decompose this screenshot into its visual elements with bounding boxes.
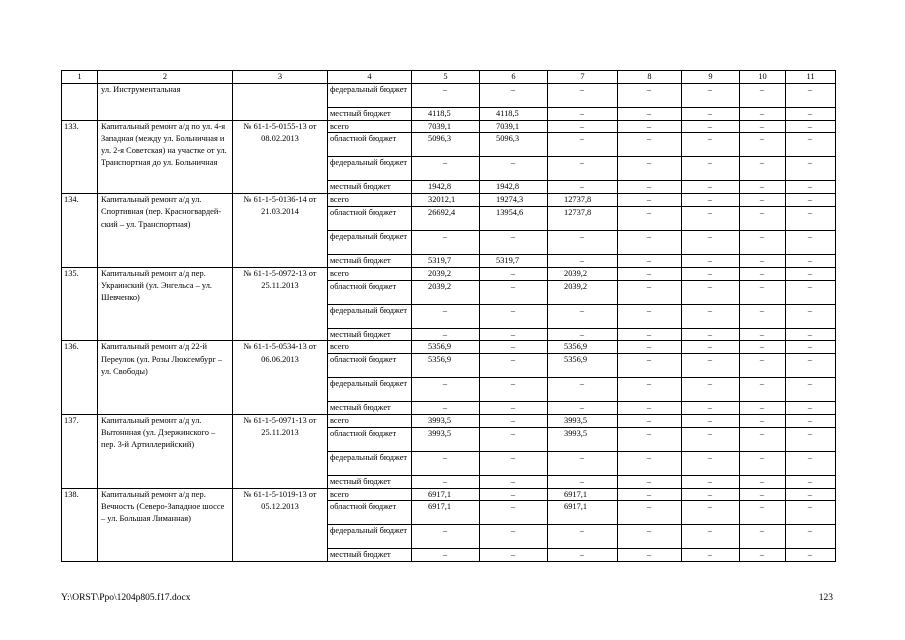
value-cell: 6917,1 [548, 501, 618, 525]
value-cell: – [480, 83, 548, 107]
value-cell: – [786, 194, 836, 207]
value-cell: – [786, 488, 836, 501]
value-cell: – [682, 475, 740, 488]
value-cell: – [618, 280, 682, 304]
value-cell: – [412, 378, 480, 402]
value-cell: – [682, 254, 740, 267]
value-cell: – [618, 354, 682, 378]
header-cell: 1 [62, 71, 98, 84]
value-cell: 32012,1 [412, 194, 480, 207]
value-cell: – [740, 120, 786, 133]
object-name: Капитальный ремонт а/д ул. Вытоннная (ул. Дзержинского – пер. 3-й Артиллерийский) [98, 414, 233, 488]
value-cell: – [740, 267, 786, 280]
value-cell: – [548, 402, 618, 415]
header-cell: 9 [682, 71, 740, 84]
value-cell: 5096,3 [412, 133, 480, 157]
value-cell: – [618, 83, 682, 107]
value-cell: – [740, 254, 786, 267]
value-cell: – [740, 328, 786, 341]
value-cell: – [548, 378, 618, 402]
header-cell: 11 [786, 71, 836, 84]
funding-source-label: всего [328, 341, 412, 354]
value-cell: 2039,2 [548, 280, 618, 304]
funding-source-label: местный бюджет [328, 402, 412, 415]
value-cell: – [548, 525, 618, 549]
value-cell: – [682, 451, 740, 475]
funding-source-label: всего [328, 120, 412, 133]
value-cell: – [682, 525, 740, 549]
value-cell: – [786, 83, 836, 107]
funding-source-label: местный бюджет [328, 328, 412, 341]
value-cell: – [786, 280, 836, 304]
funding-source-label: федеральный бюджет [328, 157, 412, 181]
value-cell: – [412, 525, 480, 549]
row-number [62, 83, 98, 120]
value-cell: – [682, 181, 740, 194]
value-cell: – [618, 120, 682, 133]
value-cell: 26692,4 [412, 206, 480, 230]
value-cell: – [548, 181, 618, 194]
value-cell: 2039,2 [412, 267, 480, 280]
value-cell: 1942,8 [480, 181, 548, 194]
header-cell: 7 [548, 71, 618, 84]
value-cell: – [618, 157, 682, 181]
value-cell: – [786, 501, 836, 525]
value-cell: – [480, 402, 548, 415]
expert-conclusion [233, 83, 328, 120]
value-cell: – [740, 475, 786, 488]
value-cell: – [548, 254, 618, 267]
value-cell: – [682, 354, 740, 378]
value-cell: – [480, 280, 548, 304]
funding-source-label: всего [328, 267, 412, 280]
header-cell: 2 [98, 71, 233, 84]
funding-source-label: федеральный бюджет [328, 525, 412, 549]
value-cell: – [740, 194, 786, 207]
value-cell: – [548, 107, 618, 120]
value-cell: – [618, 230, 682, 254]
value-cell: – [480, 230, 548, 254]
value-cell: – [786, 341, 836, 354]
expert-conclusion: № 61-1-5-0971-13 от 25.11.2013 [233, 414, 328, 488]
value-cell: – [682, 549, 740, 562]
value-cell: – [786, 475, 836, 488]
funding-source-label: всего [328, 488, 412, 501]
value-cell: – [786, 120, 836, 133]
value-cell: – [786, 107, 836, 120]
value-cell: – [618, 206, 682, 230]
value-cell: 19274,3 [480, 194, 548, 207]
funding-source-label: всего [328, 414, 412, 427]
value-cell: 1942,8 [412, 181, 480, 194]
value-cell: – [548, 328, 618, 341]
funding-source-label: федеральный бюджет [328, 378, 412, 402]
value-cell: 5319,7 [480, 254, 548, 267]
value-cell: – [682, 280, 740, 304]
value-cell: – [740, 107, 786, 120]
value-cell: 2039,2 [548, 267, 618, 280]
value-cell: – [480, 304, 548, 328]
expert-conclusion: № 61-1-5-0155-13 от 08.02.2013 [233, 120, 328, 194]
value-cell: – [682, 341, 740, 354]
table-row [62, 414, 836, 427]
value-cell: – [740, 280, 786, 304]
funding-source-label: федеральный бюджет [328, 230, 412, 254]
expert-conclusion: № 61-1-5-0972-13 от 25.11.2013 [233, 267, 328, 341]
value-cell: – [740, 354, 786, 378]
value-cell: – [786, 230, 836, 254]
value-cell: – [412, 83, 480, 107]
value-cell: – [740, 181, 786, 194]
value-cell: – [682, 378, 740, 402]
value-cell: – [548, 133, 618, 157]
value-cell: – [548, 304, 618, 328]
value-cell: – [786, 402, 836, 415]
value-cell: – [548, 475, 618, 488]
value-cell: – [618, 414, 682, 427]
value-cell: – [412, 328, 480, 341]
value-cell: 13954,6 [480, 206, 548, 230]
funding-source-label: местный бюджет [328, 475, 412, 488]
header-cell: 10 [740, 71, 786, 84]
value-cell: – [548, 230, 618, 254]
value-cell: – [618, 267, 682, 280]
value-cell: – [682, 83, 740, 107]
value-cell: – [618, 107, 682, 120]
expert-conclusion: № 61-1-5-0534-13 от 06.06.2013 [233, 341, 328, 415]
value-cell: – [740, 133, 786, 157]
expert-conclusion: № 61-1-5-0136-14 от 21.03.2014 [233, 194, 328, 268]
value-cell: – [682, 427, 740, 451]
value-cell: – [740, 402, 786, 415]
table-row [62, 267, 836, 280]
funding-source-label: областной бюджет [328, 427, 412, 451]
value-cell: – [740, 157, 786, 181]
value-cell: – [480, 414, 548, 427]
value-cell: – [480, 475, 548, 488]
value-cell: 5096,3 [480, 133, 548, 157]
value-cell: – [618, 427, 682, 451]
value-cell: – [786, 525, 836, 549]
value-cell: – [618, 194, 682, 207]
value-cell: – [618, 133, 682, 157]
object-name: Капитальный ремонт а/д ул. Спортивная (пер. Красногвардей-ский – ул. Транспортная) [98, 194, 233, 268]
header-cell: 4 [328, 71, 412, 84]
value-cell: 2039,2 [412, 280, 480, 304]
value-cell: 4118,5 [480, 107, 548, 120]
value-cell: – [412, 304, 480, 328]
value-cell: – [786, 354, 836, 378]
value-cell: 12737,8 [548, 194, 618, 207]
value-cell: – [682, 206, 740, 230]
funding-source-label: федеральный бюджет [328, 83, 412, 107]
header-cell: 5 [412, 71, 480, 84]
row-number: 135. [62, 267, 98, 341]
value-cell: 3993,5 [548, 427, 618, 451]
value-cell: – [786, 427, 836, 451]
value-cell: – [480, 488, 548, 501]
value-cell: 6917,1 [412, 488, 480, 501]
row-number: 137. [62, 414, 98, 488]
value-cell: – [480, 378, 548, 402]
value-cell: 5356,9 [548, 341, 618, 354]
header-cell: 6 [480, 71, 548, 84]
value-cell: – [786, 328, 836, 341]
object-name: Капитальный ремонт а/д пер. Украинский (ул. Энгельса – ул. Шевченко) [98, 267, 233, 341]
value-cell: – [412, 157, 480, 181]
value-cell: – [618, 378, 682, 402]
budget-table [61, 70, 836, 562]
row-number: 134. [62, 194, 98, 268]
funding-source-label: всего [328, 194, 412, 207]
value-cell: – [740, 427, 786, 451]
value-cell: 7039,1 [412, 120, 480, 133]
value-cell: – [480, 525, 548, 549]
table-row [62, 194, 836, 207]
object-name: Капитальный ремонт а/д по ул. 4-я Западная (между ул. Больничная и ул. 2-я Советская) на участке от ул. Транспортная до ул. Больничная [98, 120, 233, 194]
value-cell: – [786, 133, 836, 157]
value-cell: – [548, 120, 618, 133]
value-cell: – [740, 83, 786, 107]
value-cell: – [740, 304, 786, 328]
value-cell: – [682, 304, 740, 328]
value-cell: 3993,5 [548, 414, 618, 427]
value-cell: – [618, 475, 682, 488]
value-cell: – [548, 549, 618, 562]
value-cell: – [480, 354, 548, 378]
row-number: 136. [62, 341, 98, 415]
value-cell: – [682, 501, 740, 525]
value-cell: – [480, 341, 548, 354]
value-cell: – [786, 414, 836, 427]
value-cell: – [480, 427, 548, 451]
value-cell: – [740, 451, 786, 475]
funding-source-label: областной бюджет [328, 133, 412, 157]
object-name: Капитальный ремонт а/д 22-й Переулок (ул. Розы Люксембург – ул. Свободы) [98, 341, 233, 415]
funding-source-label: местный бюджет [328, 181, 412, 194]
value-cell: – [740, 230, 786, 254]
value-cell: – [618, 525, 682, 549]
funding-source-label: местный бюджет [328, 549, 412, 562]
footer-file-path: Y:\ORST\Ppo\1204p805.f17.docx [61, 593, 191, 603]
value-cell: – [548, 83, 618, 107]
row-number: 133. [62, 120, 98, 194]
value-cell: – [618, 254, 682, 267]
funding-source-label: областной бюджет [328, 354, 412, 378]
value-cell: – [682, 328, 740, 341]
value-cell: 3993,5 [412, 427, 480, 451]
value-cell: 6917,1 [548, 488, 618, 501]
value-cell: – [740, 206, 786, 230]
value-cell: – [682, 414, 740, 427]
funding-source-label: местный бюджет [328, 107, 412, 120]
header-cell: 3 [233, 71, 328, 84]
value-cell: – [786, 181, 836, 194]
value-cell: 5356,9 [548, 354, 618, 378]
value-cell: – [480, 451, 548, 475]
value-cell: – [618, 341, 682, 354]
value-cell: – [480, 549, 548, 562]
table-row [62, 341, 836, 354]
value-cell: – [412, 451, 480, 475]
value-cell: – [740, 525, 786, 549]
value-cell: 12737,8 [548, 206, 618, 230]
value-cell: – [480, 501, 548, 525]
row-number: 138. [62, 488, 98, 562]
value-cell: – [480, 267, 548, 280]
value-cell: – [682, 230, 740, 254]
value-cell: – [786, 206, 836, 230]
value-cell: – [618, 501, 682, 525]
value-cell: – [786, 267, 836, 280]
value-cell: – [618, 488, 682, 501]
value-cell: – [682, 107, 740, 120]
value-cell: – [786, 378, 836, 402]
header-row [62, 71, 836, 84]
footer-page-number: 123 [818, 593, 833, 603]
value-cell: – [740, 341, 786, 354]
object-name: Капитальный ремонт а/д пер. Вечность (Северо-Западное шоссе – ул. Большая Лиманная) [98, 488, 233, 562]
value-cell: – [548, 451, 618, 475]
value-cell: – [618, 304, 682, 328]
value-cell: – [618, 181, 682, 194]
value-cell: 7039,1 [480, 120, 548, 133]
value-cell: – [682, 120, 740, 133]
funding-source-label: областной бюджет [328, 206, 412, 230]
value-cell: – [740, 549, 786, 562]
value-cell: 6917,1 [412, 501, 480, 525]
expert-conclusion: № 61-1-5-1019-13 от 05.12.2013 [233, 488, 328, 562]
value-cell: 5319,7 [412, 254, 480, 267]
funding-source-label: областной бюджет [328, 280, 412, 304]
value-cell: – [618, 402, 682, 415]
value-cell: – [740, 501, 786, 525]
funding-source-label: местный бюджет [328, 254, 412, 267]
value-cell: – [786, 549, 836, 562]
value-cell: – [480, 328, 548, 341]
value-cell: – [412, 549, 480, 562]
value-cell: – [682, 402, 740, 415]
value-cell: – [682, 133, 740, 157]
funding-source-label: федеральный бюджет [328, 304, 412, 328]
header-cell: 8 [618, 71, 682, 84]
value-cell: 5356,9 [412, 341, 480, 354]
value-cell: – [412, 230, 480, 254]
value-cell: – [618, 549, 682, 562]
value-cell: – [412, 475, 480, 488]
value-cell: 3993,5 [412, 414, 480, 427]
value-cell: – [682, 194, 740, 207]
table-row [62, 120, 836, 133]
value-cell: – [682, 267, 740, 280]
table-body [62, 71, 836, 562]
value-cell: – [786, 304, 836, 328]
value-cell: – [412, 402, 480, 415]
value-cell: – [786, 157, 836, 181]
value-cell: – [480, 157, 548, 181]
value-cell: – [618, 451, 682, 475]
value-cell: – [786, 451, 836, 475]
value-cell: – [682, 157, 740, 181]
value-cell: – [618, 328, 682, 341]
funding-source-label: федеральный бюджет [328, 451, 412, 475]
table-row [62, 488, 836, 501]
value-cell: – [740, 378, 786, 402]
value-cell: – [740, 488, 786, 501]
funding-source-label: областной бюджет [328, 501, 412, 525]
value-cell: – [682, 488, 740, 501]
value-cell: 5356,9 [412, 354, 480, 378]
table-row [62, 83, 836, 107]
value-cell: – [786, 254, 836, 267]
value-cell: – [548, 157, 618, 181]
object-name: ул. Инструментальная [98, 83, 233, 120]
value-cell: 4118,5 [412, 107, 480, 120]
value-cell: – [740, 414, 786, 427]
